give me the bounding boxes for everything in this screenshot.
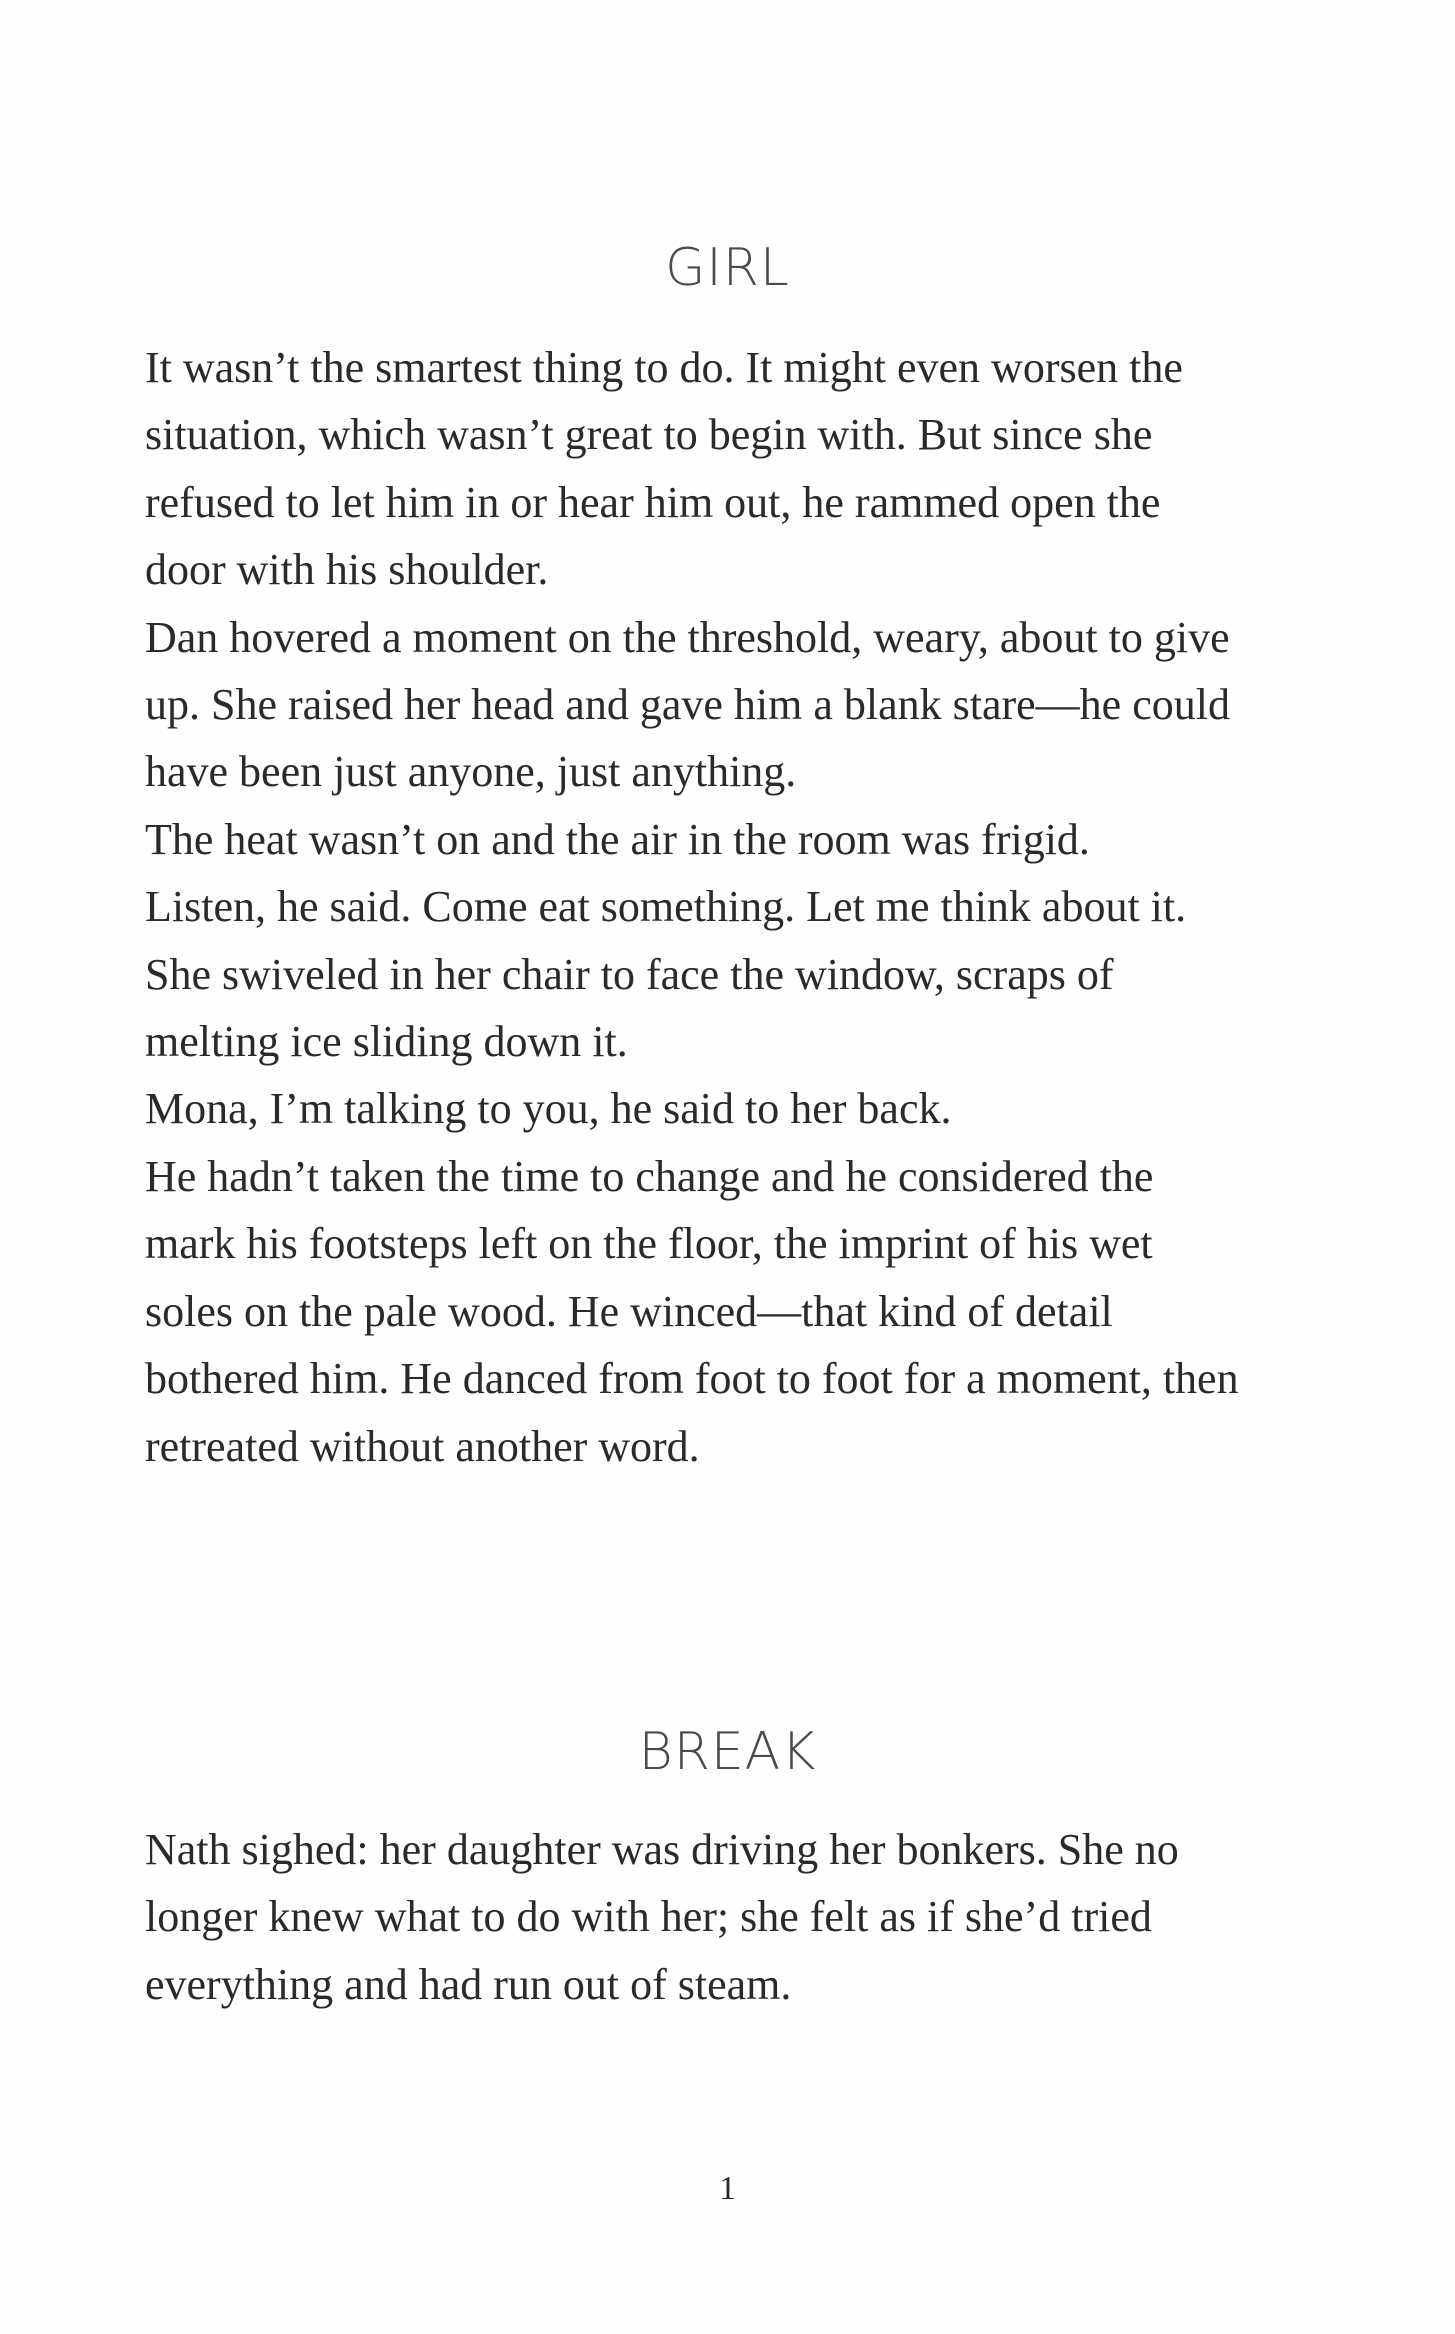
paragraph: It wasn’t the smartest thing to do. It might even worsen the situation, which wasn’t great to begin with. But since she refused to let him in or hear him out, he rammed open the door with his shoulder. — [145, 343, 1183, 595]
paragraph: She swiveled in her chair to face the window, scraps of melting ice sliding down it. — [145, 949, 1114, 1067]
paragraph: Mona, I’m talking to you, he said to her back. — [145, 1084, 952, 1134]
section-body-break — [145, 1816, 1245, 2018]
page-number: 1 — [719, 2170, 736, 2207]
paragraph: He hadn’t taken the time to change and he considered the mark his footsteps left on the floor, the imprint of his wet soles on the pale wood. He winced—that kind of detail bothered him. He danced from foot to foot for a moment, then retreated without another word. — [145, 1151, 1239, 1471]
paragraph: Listen, he said. Come eat something. Let me think about it. — [145, 882, 1187, 932]
paragraph: Dan hovered a moment on the threshold, weary, about to give up. She raised her head and gave him a blank stare—he could have been just anyone, just anything. — [145, 612, 1230, 797]
paragraph: The heat wasn’t on and the air in the room was frigid. — [145, 814, 1090, 864]
section-title-break: BREAK — [638, 1722, 817, 1782]
section-body-girl — [145, 334, 1245, 1480]
section-title-girl: GIRL — [665, 238, 790, 298]
paragraph: Nath sighed: her daughter was driving her bonkers. She no longer knew what to do with her; she felt as if she’d tried everything and had run out of steam. — [145, 1825, 1179, 2009]
